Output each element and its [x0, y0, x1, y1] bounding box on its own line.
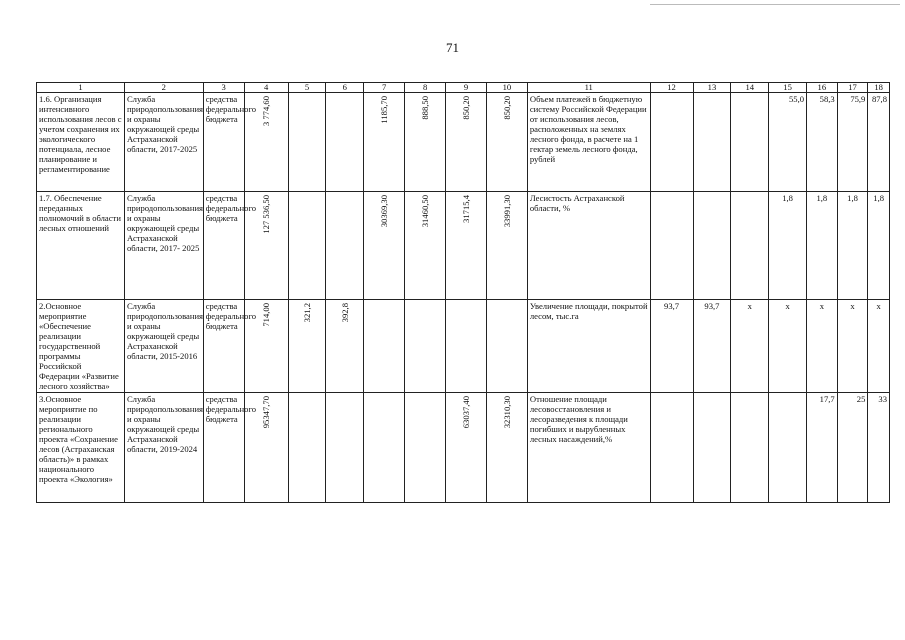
column-header: 4 [244, 83, 288, 93]
column-header: 5 [288, 83, 326, 93]
amount-value: 1185,70 [379, 96, 390, 124]
amount-cell [326, 192, 364, 300]
amount-cell [326, 93, 364, 192]
amount-value: 63037,40 [461, 396, 471, 429]
column-header: 2 [124, 83, 203, 93]
amount-cell [364, 192, 405, 300]
amount-cell [364, 393, 405, 503]
amount-cell [326, 300, 364, 393]
indicator-value: 33 [868, 393, 890, 503]
column-header: 16 [807, 83, 838, 93]
column-header: 13 [693, 83, 731, 93]
activity-name: 1.7. Обеспечение переданных полномочий в области лесных отношений [37, 192, 125, 300]
indicator-value: x [837, 300, 868, 393]
column-header: 8 [405, 83, 446, 93]
indicator-value [693, 393, 731, 503]
funding-source: средства федерального бюджета [203, 300, 244, 393]
amount-cell [364, 300, 405, 393]
indicator-name: Объем платежей в бюджетную систему Российской Федерации от использования лесов, расположенных на землях лесного фонда, в расчете на 1 гектар земель лесного фонда, рублей [527, 93, 650, 192]
amount-cell [486, 192, 527, 300]
indicator-value: 87,8 [868, 93, 890, 192]
indicator-value [731, 393, 769, 503]
amount-cell [405, 393, 446, 503]
amount-cell [326, 393, 364, 503]
amount-value: 33991,30 [501, 195, 512, 228]
funding-source: средства федерального бюджета [203, 393, 244, 503]
amount-cell [288, 393, 326, 503]
indicator-value: 1,8 [769, 192, 807, 300]
executor-period: Служба природопользования и охраны окружающей среды Астраханской области, 2019-2024 [124, 393, 203, 503]
amount-cell [288, 93, 326, 192]
indicator-value: 58,3 [807, 93, 838, 192]
indicator-value [693, 192, 731, 300]
table-row [37, 300, 890, 393]
activity-name: 1.6. Организация интенсивного использования лесов с учетом сохранения их экологического потенциала, лесное планирование и регламентирование [37, 93, 125, 192]
amount-cell [288, 192, 326, 300]
amount-value: 31460,50 [420, 195, 431, 228]
amount-cell [288, 300, 326, 393]
amount-cell [446, 93, 487, 192]
indicator-value: 93,7 [693, 300, 731, 393]
table-row [37, 192, 890, 300]
amount-total-cell [244, 192, 288, 300]
indicator-name: Увеличение площади, покрытой лесом, тыс.га [527, 300, 650, 393]
indicator-value [731, 192, 769, 300]
amount-total: 3 774,60 [261, 96, 272, 127]
amount-cell [486, 93, 527, 192]
indicator-value: 55,0 [769, 93, 807, 192]
amount-cell [405, 300, 446, 393]
amount-cell [364, 93, 405, 192]
column-header: 3 [203, 83, 244, 93]
page-number: 71 [446, 40, 459, 55]
funding-source: средства федерального бюджета [203, 93, 244, 192]
column-header: 18 [868, 83, 890, 93]
indicator-value [769, 393, 807, 503]
column-header: 10 [486, 83, 527, 93]
amount-total: 127 536,50 [261, 195, 272, 234]
column-header: 12 [650, 83, 693, 93]
activity-name: 3.Основное мероприятие по реализации регионального проекта «Сохранение лесов (Астраханская область)» в рамках национального проекта «Экология» [37, 393, 125, 503]
amount-value: 30369,30 [379, 195, 390, 228]
indicator-value: 17,7 [807, 393, 838, 503]
amount-cell [446, 393, 487, 503]
amount-value: 32310,30 [501, 396, 512, 429]
amount-cell [405, 93, 446, 192]
executor-period: Служба природопользования и охраны окружающей среды Астраханской области, 2015-2016 [124, 300, 203, 393]
amount-value: 850,20 [501, 96, 512, 120]
amount-total: 714,00 [261, 303, 272, 327]
indicator-name: Лесистость Астраханской области, % [527, 192, 650, 300]
indicator-value: 1,8 [868, 192, 890, 300]
column-header: 9 [446, 83, 487, 93]
amount-value: 321,2 [301, 303, 312, 323]
indicator-value: 93,7 [650, 300, 693, 393]
indicator-value [731, 93, 769, 192]
column-header: 15 [769, 83, 807, 93]
amount-cell [405, 192, 446, 300]
column-header: 14 [731, 83, 769, 93]
activity-name: 2.Основное мероприятие «Обеспечение реализации государственной программы Российской Федерации «Развитие лесного хозяйства» [37, 300, 125, 393]
program-table [36, 82, 890, 503]
indicator-value: 1,8 [837, 192, 868, 300]
indicator-value: 25 [837, 393, 868, 503]
executor-period: Служба природопользования и охраны окружающей среды Астраханской области, 2017- 2025 [124, 192, 203, 300]
executor-period: Служба природопользования и охраны окружающей среды Астраханской области, 2017-2025 [124, 93, 203, 192]
amount-total-cell [244, 393, 288, 503]
column-header: 11 [527, 83, 650, 93]
column-header: 1 [37, 83, 125, 93]
indicator-value: x [731, 300, 769, 393]
indicator-value: x [769, 300, 807, 393]
funding-source: средства федерального бюджета [203, 192, 244, 300]
amount-value: 888,50 [420, 96, 431, 120]
amount-value: 392,8 [339, 303, 350, 323]
column-number-row [37, 83, 890, 93]
indicator-value [650, 393, 693, 503]
indicator-value [693, 93, 731, 192]
indicator-value: 75,9 [837, 93, 868, 192]
indicator-value: x [807, 300, 838, 393]
table-row [37, 93, 890, 192]
amount-total-cell [244, 93, 288, 192]
column-header: 17 [837, 83, 868, 93]
amount-cell [446, 192, 487, 300]
column-header: 6 [326, 83, 364, 93]
column-header: 7 [364, 83, 405, 93]
page-top-rule [650, 4, 900, 5]
amount-value: 31715,4 [461, 195, 471, 223]
indicator-value [650, 93, 693, 192]
amount-cell [446, 300, 487, 393]
table-row [37, 393, 890, 503]
indicator-name: Отношение площади лесовосстановления и лесоразведения к площади погибших и вырубленных лесных насаждений,% [527, 393, 650, 503]
amount-total: 95347,70 [261, 396, 272, 429]
amount-total-cell [244, 300, 288, 393]
amount-value: 850,20 [461, 96, 471, 120]
indicator-value [650, 192, 693, 300]
indicator-value: x [868, 300, 890, 393]
indicator-value: 1,8 [807, 192, 838, 300]
amount-cell [486, 393, 527, 503]
amount-cell [486, 300, 527, 393]
